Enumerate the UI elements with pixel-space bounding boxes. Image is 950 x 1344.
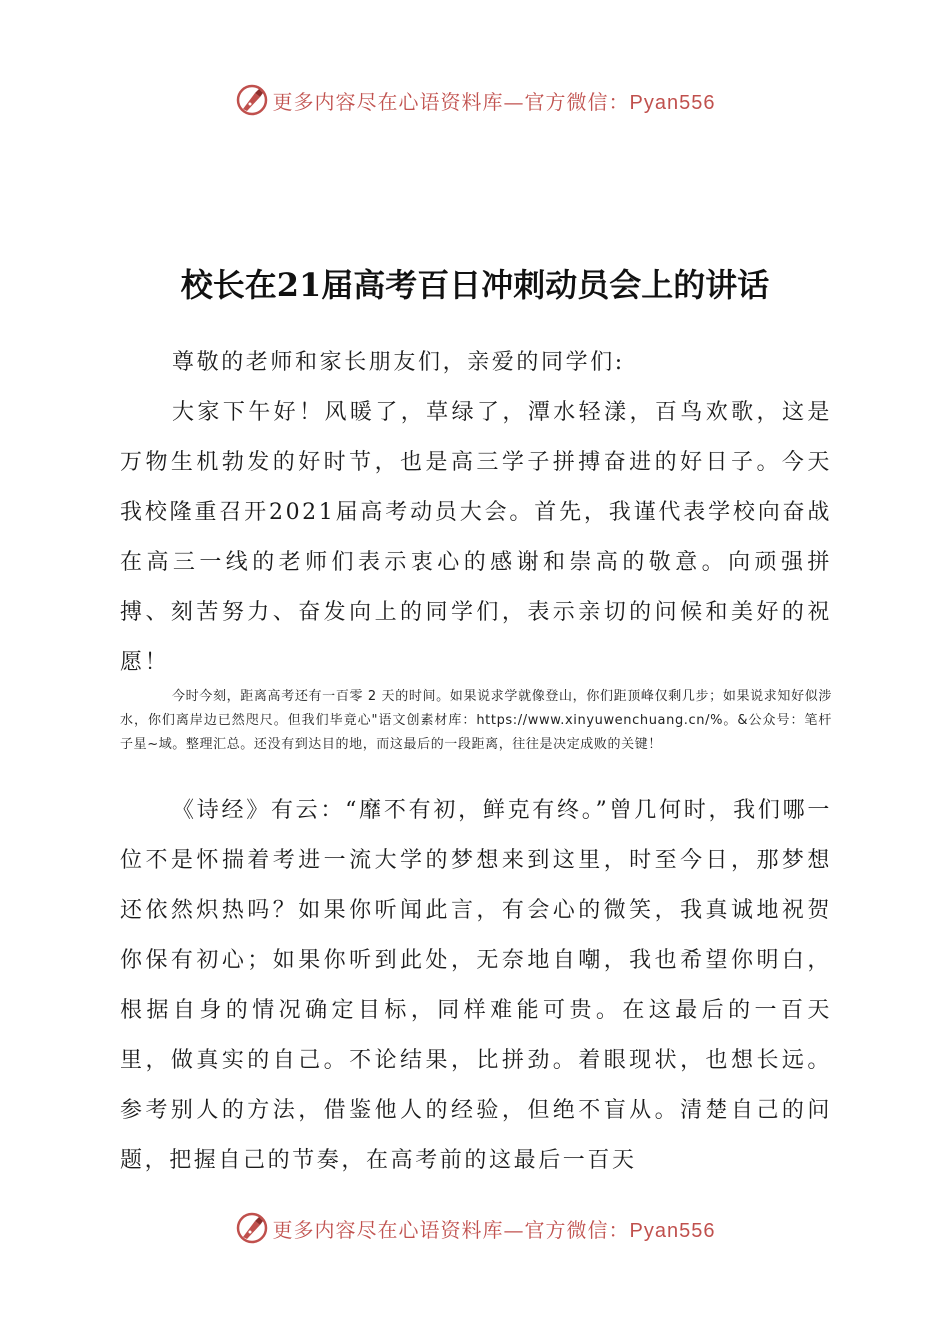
footer-wechat-id: Pyan556 (629, 1219, 716, 1242)
header-banner-main: 更多内容尽在心语资料库—官方微信： (272, 89, 630, 114)
greeting-block (120, 338, 832, 388)
pen-nib-circle-icon (235, 1211, 269, 1245)
small-paragraph: 今时今刻，距离高考还有一百零 2 天的时间。如果说求学就像登山，你们距顶峰仅剩几步；如果说求知好似涉水，你们离岸边已然咫尺。但我们毕竟心"语文创素材库：https://www.xinyuwenchuang.cn/%。&公众号：笔杆子星~域。整理汇总。还没有到达目的地，而这最后的一段距离，往往是决定成败的关键！ (120, 689, 832, 752)
pen-nib-circle-icon (235, 83, 269, 117)
greeting: 尊敬的老师和家长朋友们，亲爱的同学们: (172, 350, 625, 375)
header-banner (0, 80, 950, 120)
paragraph-2: 《诗经》有云：“靡不有初，鲜克有终。”曾几何时，我们哪一位不是怀揣着考进一流大学的梦想来到这里，时至今日，那梦想还依然炽热吗？如果你听闻此言，有会心的微笑，我真诚地祝贺你保有初心；如果你听到此处，无奈地自嘲，我也希望你明白，根据自身的情况确定目标，同样难能可贵。在这最后的一百天里，做真实的自己。不论结果，比拼劲。着眼现状，也想长远。参考别人的方法，借鉴他人的经验，但绝不盲从。清楚自己的问题，把握自己的节奏，在高考前的这最后一百天 (120, 798, 832, 1173)
footer-banner-main: 更多内容尽在心语资料库—官方微信： (272, 1217, 630, 1242)
footer-banner (0, 1208, 950, 1248)
paragraph-1-block (120, 388, 832, 688)
paragraph-1: 大家下午好！风暖了，草绿了，潭水轻漾，百鸟欢歌，这是万物生机勃发的好时节，也是高三学子拼搏奋进的好日子。今天我校隆重召开2021届高考动员大会。首先，我谨代表学校向奋战在高三一线的老师们表示衷心的感谢和崇高的敬意。向顽强拼搏、刻苦努力、奋发向上的同学们，表示亲切的问候和美好的祝愿！ (120, 400, 832, 675)
paragraph-2-block (120, 786, 832, 1186)
footer-banner-text (273, 1214, 716, 1243)
header-wechat-id: Pyan556 (629, 91, 716, 114)
small-paragraph-block (120, 685, 832, 757)
header-banner-text (273, 86, 716, 115)
document-title: 校长在21届高考百日冲刺动员会上的讲话 (180, 266, 770, 304)
